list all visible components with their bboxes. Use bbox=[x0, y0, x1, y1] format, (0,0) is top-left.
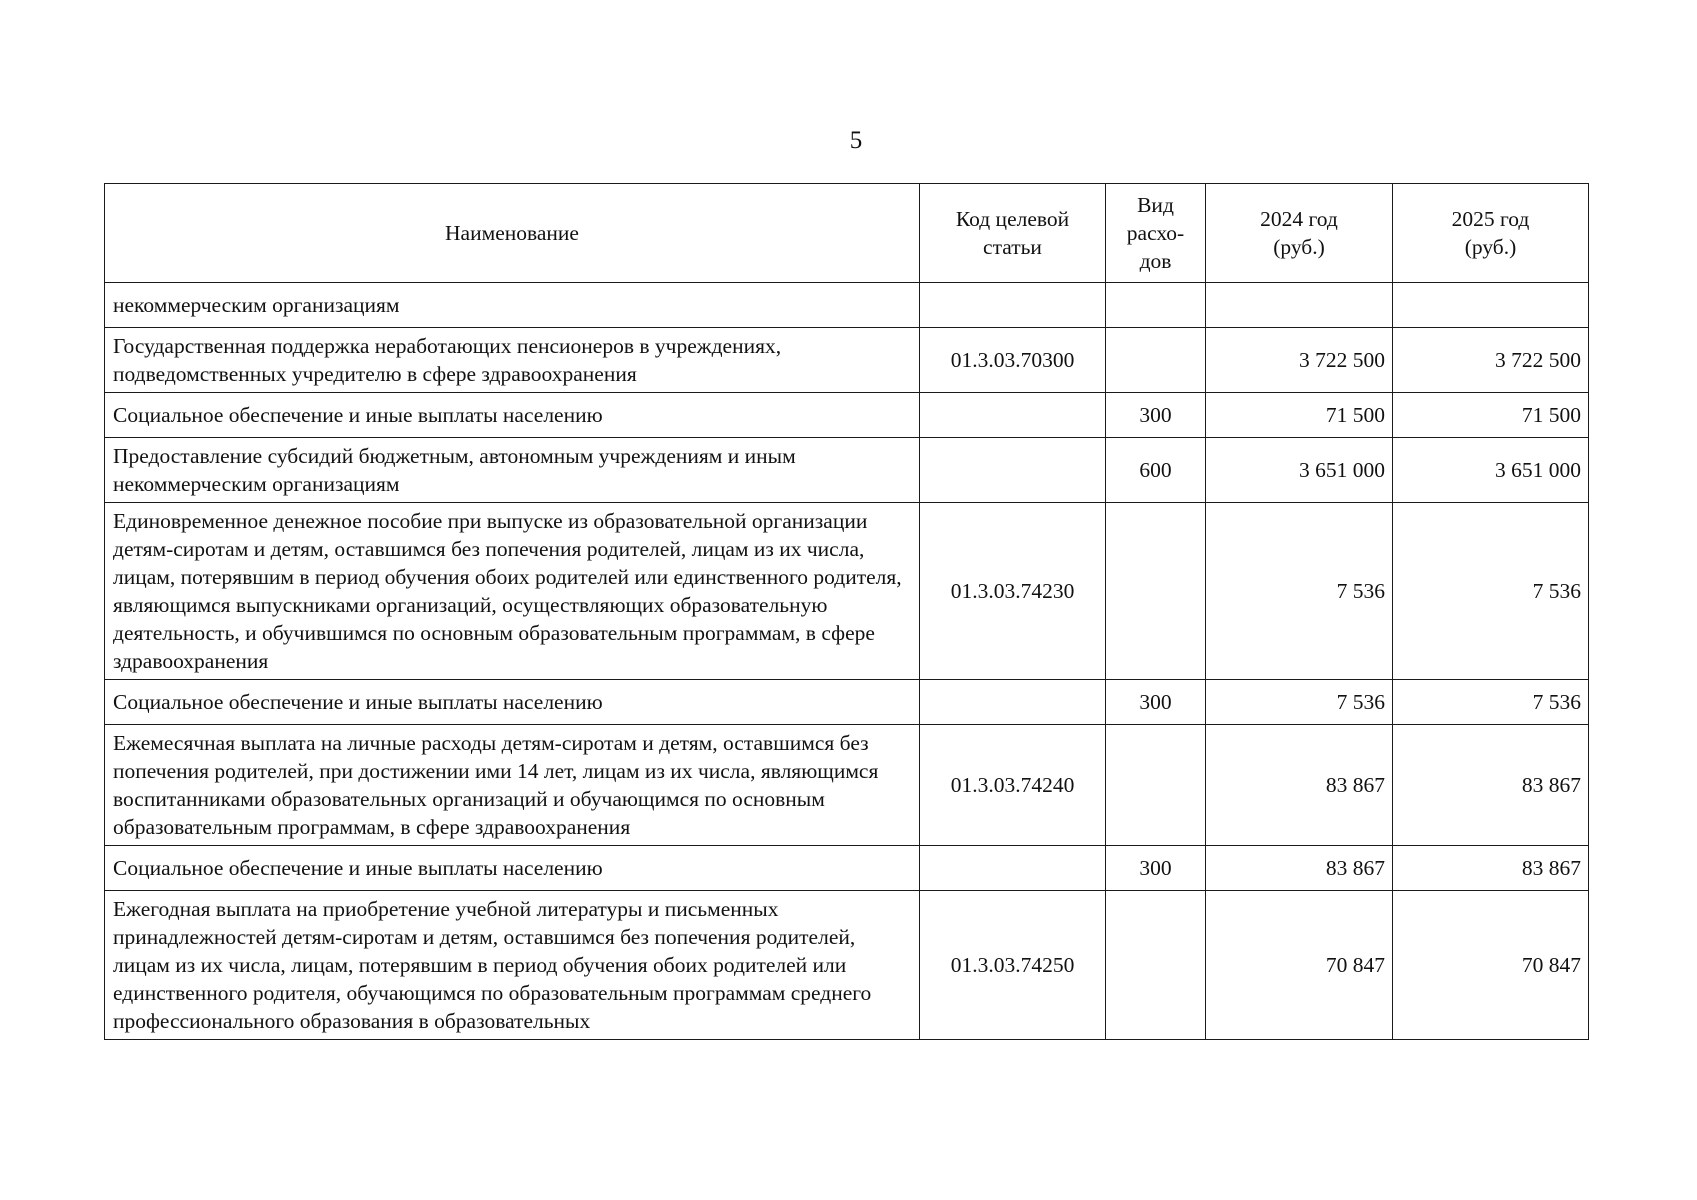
row-name: Государственная поддержка неработающих пенсионеров в учреждениях, подведомственных учредителю в сфере здравоохранения bbox=[105, 328, 920, 393]
table-row bbox=[105, 503, 1589, 680]
row-expense-type bbox=[1106, 725, 1206, 846]
row-value-2025: 71 500 bbox=[1393, 393, 1589, 438]
row-code bbox=[920, 283, 1106, 328]
row-value-2025: 83 867 bbox=[1393, 846, 1589, 891]
row-code bbox=[920, 680, 1106, 725]
row-code bbox=[920, 438, 1106, 503]
table-row bbox=[105, 283, 1589, 328]
row-name: Ежегодная выплата на приобретение учебной литературы и письменных принадлежностей детям-сиротам и детям, оставшимся без попечения родителей, лицам из их числа, лицам, потерявшим в период обучения обоих родителей или единственного родителя, обучающимся по образовательным программам среднего профессионального образования в образовательных bbox=[105, 891, 920, 1040]
header-2024: 2024 год (руб.) bbox=[1206, 184, 1393, 283]
row-code: 01.3.03.74240 bbox=[920, 725, 1106, 846]
table-row bbox=[105, 725, 1589, 846]
row-code bbox=[920, 846, 1106, 891]
row-value-2024 bbox=[1206, 283, 1393, 328]
row-value-2024: 3 722 500 bbox=[1206, 328, 1393, 393]
header-2025: 2025 год (руб.) bbox=[1393, 184, 1589, 283]
row-code bbox=[920, 393, 1106, 438]
table-row bbox=[105, 393, 1589, 438]
row-value-2025: 70 847 bbox=[1393, 891, 1589, 1040]
row-value-2025 bbox=[1393, 283, 1589, 328]
row-value-2025: 7 536 bbox=[1393, 680, 1589, 725]
row-name: Ежемесячная выплата на личные расходы детям-сиротам и детям, оставшимся без попечения родителей, при достижении ими 14 лет, лицам из их числа, являющимся воспитанниками образовательных организаций и обучающимся по основным образовательным программам, в сфере здравоохранения bbox=[105, 725, 920, 846]
row-name: Предоставление субсидий бюджетным, автономным учреждениям и иным некоммерческим организациям bbox=[105, 438, 920, 503]
row-value-2024: 70 847 bbox=[1206, 891, 1393, 1040]
row-expense-type bbox=[1106, 328, 1206, 393]
row-name: Социальное обеспечение и иные выплаты населению bbox=[105, 393, 920, 438]
row-value-2025: 3 722 500 bbox=[1393, 328, 1589, 393]
row-value-2025: 7 536 bbox=[1393, 503, 1589, 680]
row-code: 01.3.03.70300 bbox=[920, 328, 1106, 393]
row-name: Единовременное денежное пособие при выпуске из образовательной организации детям-сиротам и детям, оставшимся без попечения родителей, лицам из их числа, лицам, потерявшим в период обучения обоих родителей или единственного родителя, являющимся выпускниками организаций, осуществляющих образовательную деятельность, и обучившимся по основным образовательным программам, в сфере здравоохранения bbox=[105, 503, 920, 680]
row-expense-type bbox=[1106, 503, 1206, 680]
header-expense-type: Вид расхо- дов bbox=[1106, 184, 1206, 283]
row-expense-type: 300 bbox=[1106, 393, 1206, 438]
row-value-2024: 71 500 bbox=[1206, 393, 1393, 438]
table-row bbox=[105, 846, 1589, 891]
header-code: Код целевой статьи bbox=[920, 184, 1106, 283]
table-body bbox=[105, 283, 1589, 1040]
budget-table bbox=[104, 183, 1589, 1040]
table-row bbox=[105, 328, 1589, 393]
page-number: 5 bbox=[849, 127, 863, 154]
table-header bbox=[105, 184, 1589, 283]
row-name: некоммерческим организациям bbox=[105, 283, 920, 328]
row-expense-type: 600 bbox=[1106, 438, 1206, 503]
row-value-2024: 7 536 bbox=[1206, 503, 1393, 680]
header-row bbox=[105, 184, 1589, 283]
header-name: Наименование bbox=[105, 184, 920, 283]
row-value-2025: 83 867 bbox=[1393, 725, 1589, 846]
row-expense-type: 300 bbox=[1106, 846, 1206, 891]
row-value-2024: 83 867 bbox=[1206, 846, 1393, 891]
row-name: Социальное обеспечение и иные выплаты населению bbox=[105, 846, 920, 891]
row-expense-type bbox=[1106, 891, 1206, 1040]
table-row bbox=[105, 438, 1589, 503]
row-expense-type: 300 bbox=[1106, 680, 1206, 725]
row-expense-type bbox=[1106, 283, 1206, 328]
table-row bbox=[105, 891, 1589, 1040]
row-value-2025: 3 651 000 bbox=[1393, 438, 1589, 503]
table-row bbox=[105, 680, 1589, 725]
row-value-2024: 7 536 bbox=[1206, 680, 1393, 725]
row-name: Социальное обеспечение и иные выплаты населению bbox=[105, 680, 920, 725]
row-code: 01.3.03.74230 bbox=[920, 503, 1106, 680]
row-value-2024: 83 867 bbox=[1206, 725, 1393, 846]
row-code: 01.3.03.74250 bbox=[920, 891, 1106, 1040]
row-value-2024: 3 651 000 bbox=[1206, 438, 1393, 503]
